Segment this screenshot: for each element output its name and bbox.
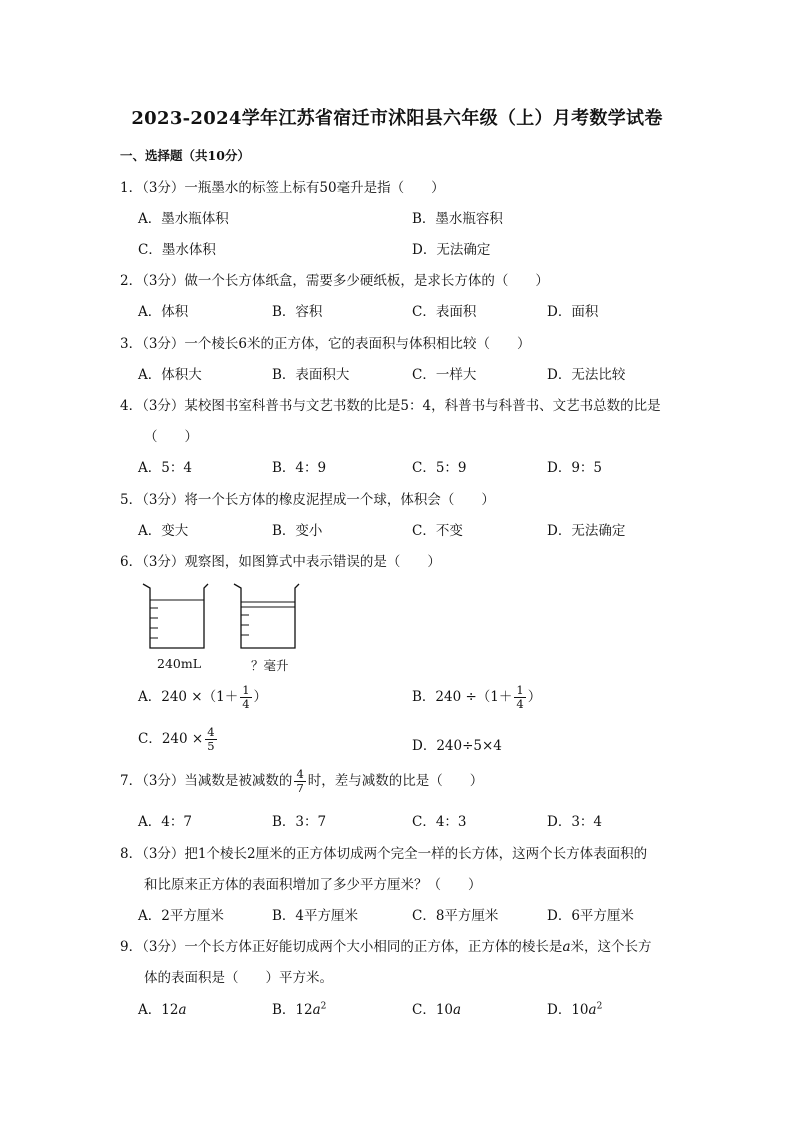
fraction-denominator: 7 [296,781,304,795]
question-4-stem: 4．（3分）某校图书室科普书与文艺书数的比是5：4，科普书与科普书、文艺书总数的比是 [120,398,661,414]
exponent: 2 [596,1001,603,1012]
beakers-figure [140,578,310,652]
beaker-right [234,584,299,648]
question-9-option-c[interactable] [412,998,461,1018]
question-9-option-b[interactable] [272,998,326,1018]
question-4-stem-cont: （ ） [144,429,198,445]
question-9-option-d[interactable] [547,998,602,1018]
question-3-option-d[interactable]: D．无法比较 [547,367,626,383]
beaker-left [143,584,208,648]
variable-a: a [562,939,571,955]
option-a-coefficient: A．12 [138,1002,179,1018]
question-5-option-d[interactable]: D．无法确定 [547,523,626,539]
option-c-coefficient: C．10 [412,1002,454,1018]
question-6-option-b[interactable] [412,684,541,711]
question-1-option-d[interactable]: D．无法确定 [412,242,491,258]
question-1-option-a[interactable]: A．墨水瓶体积 [138,211,229,227]
question-7-option-c[interactable]: C．4：3 [412,814,467,830]
question-6-option-c[interactable] [138,726,219,753]
question-6-stem: 6．（3分）观察图，如图算式中表示错误的是（ ） [120,554,441,570]
question-9-stem-cont: 体的表面积是（ ）平方米。 [144,970,333,986]
variable-a: a [453,1002,462,1018]
question-1-stem: 1．（3分）一瓶墨水的标签上标有50毫升是指（ ） [120,180,445,196]
question-7-option-b[interactable]: B．3：7 [272,814,327,830]
option-b-expression: B．240 ÷（1＋ [412,689,513,705]
question-3-option-c[interactable]: C．一样大 [412,367,477,383]
question-3-option-b[interactable]: B．表面积大 [272,367,350,383]
option-d-coefficient: D．10 [547,1002,589,1018]
variable-a: a [312,1002,321,1018]
close-paren: ） [527,689,542,705]
question-4-option-d[interactable]: D．9：5 [547,460,603,476]
exam-title: 2023-2024学年江苏省宿迁市沭阳县六年级（上）月考数学试卷 [131,108,663,129]
question-8-option-c[interactable]: C．8平方厘米 [412,908,499,924]
question-5-option-c[interactable]: C．不变 [412,523,463,539]
fraction-numerator: 1 [516,683,524,697]
option-c-expression: C．240 × [138,731,204,747]
variable-a: a [588,1002,597,1018]
question-4-option-c[interactable]: C．5：9 [412,460,467,476]
question-9-option-a[interactable] [138,998,187,1018]
fraction-four-sevenths [294,768,305,795]
exponent: 2 [320,1001,327,1012]
question-6-option-a[interactable] [138,684,267,711]
question-9-stem-pre: 9．（3分）一个长方体正好能切成两个大小相同的正方体，正方体的棱长是 [120,939,563,955]
question-5-option-a[interactable]: A．变大 [138,523,189,539]
fraction-numerator: 4 [207,725,215,739]
question-9-stem-post: 米，这个长方 [570,939,652,955]
question-1-option-b[interactable]: B．墨水瓶容积 [412,211,503,227]
question-7-option-a[interactable]: A．4：7 [138,814,192,830]
beaker-right-label: ？毫升 [251,658,289,673]
question-7-option-d[interactable]: D．3：4 [547,814,603,830]
question-8-option-d[interactable]: D．6平方厘米 [547,908,634,924]
fraction-numerator: 1 [242,683,250,697]
question-7-stem-pre: 7．（3分）当减数是被减数的 [120,773,293,789]
question-7-stem [120,768,483,795]
fraction-denominator: 5 [207,739,215,753]
fraction-denominator: 4 [516,697,524,711]
question-1-option-c[interactable]: C．墨水体积 [138,242,216,258]
question-5-option-b[interactable]: B．变小 [272,523,323,539]
beaker-left-label: 240mL [157,656,202,671]
question-9-stem [120,935,652,955]
question-4-option-a[interactable]: A．5：4 [138,460,192,476]
option-b-coefficient: B．12 [272,1002,313,1018]
question-5-stem: 5．（3分）将一个长方体的橡皮泥捏成一个球，体积会（ ） [120,492,495,508]
question-8-stem: 8．（3分）把1个棱长2厘米的正方体切成两个完全一样的长方体，这两个长方体表面积的 [120,846,648,862]
question-3-stem: 3．（3分）一个棱长6米的正方体，它的表面积与体积相比较（ ） [120,336,531,352]
question-7-stem-post: 时，差与减数的比是（ ） [307,773,484,789]
variable-a: a [178,1002,187,1018]
fraction-one-quarter [240,684,251,711]
option-a-expression: A．240 ×（1＋ [138,689,239,705]
question-8-option-a[interactable]: A．2平方厘米 [138,908,224,924]
question-2-option-d[interactable]: D．面积 [547,304,599,320]
fraction-denominator: 4 [242,697,250,711]
question-8-stem-cont: 和比原来正方体的表面积增加了多少平方厘米？（ ） [144,877,482,893]
fraction-one-quarter [514,684,525,711]
question-6-option-d[interactable]: D．240÷5×4 [412,738,502,754]
question-2-option-b[interactable]: B．容积 [272,304,323,320]
question-8-option-b[interactable]: B．4平方厘米 [272,908,359,924]
close-paren: ） [253,689,268,705]
question-4-option-b[interactable]: B．4：9 [272,460,327,476]
section-heading: 一、选择题（共10分） [120,148,250,163]
fraction-numerator: 4 [296,767,304,781]
question-3-option-a[interactable]: A．体积大 [138,367,202,383]
question-2-stem: 2．（3分）做一个长方体纸盒，需要多少硬纸板，是求长方体的（ ） [120,273,549,289]
question-2-option-a[interactable]: A．体积 [138,304,189,320]
question-2-option-c[interactable]: C．表面积 [412,304,477,320]
fraction-four-fifths [205,726,216,753]
